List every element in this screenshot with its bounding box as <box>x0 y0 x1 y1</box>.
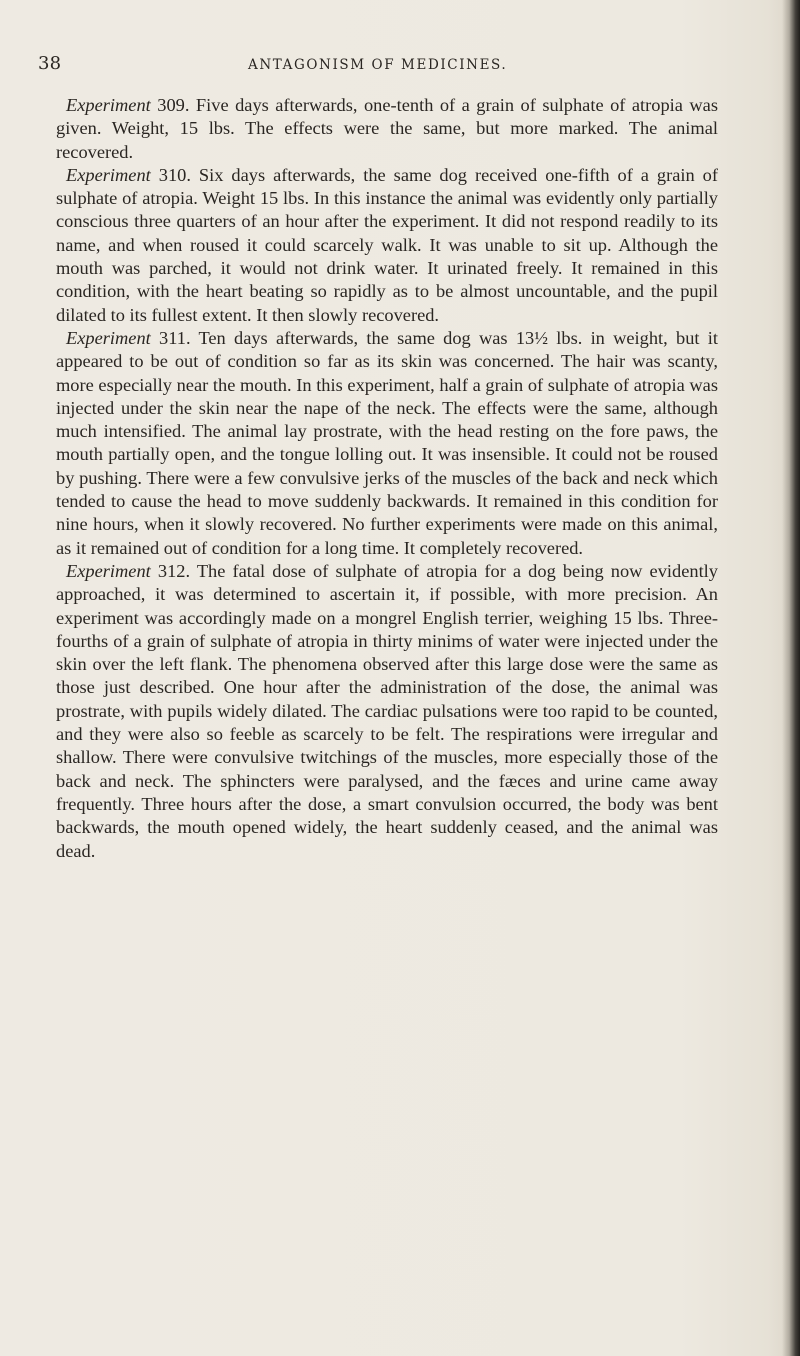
experiment-number: 309 <box>157 95 185 115</box>
paragraph-experiment-311 <box>56 327 718 560</box>
paragraph-experiment-309 <box>56 94 718 164</box>
running-head: ANTAGONISM OF MEDICINES. <box>248 57 508 73</box>
paragraph-experiment-312 <box>56 560 718 863</box>
paragraph-text: . Ten days afterwards, the same dog was 13½ lbs. in weight, but it appeared to be out of condition so far as its skin was concerned. The hair was scanty, more especially near the mouth. In this experiment, half a grain of sulphate of atropia was injected under the skin near the nape of the neck. The effects were the same, although much intensified. The animal lay prostrate, with the head resting on the fore paws, the mouth partially open, and the tongue lolling out. It was insensible. It could not be roused by pushing. There were a few convulsive jerks of the muscles of the back and neck which tended to cause the head to move suddenly backwards. It remained in this condition for nine hours, when it slowly recovered. No further experiments were made on this animal, as it remained out of condition for a long time. It completely recovered. <box>56 327 718 558</box>
page-binding-edge <box>782 0 800 1356</box>
experiment-number: 311 <box>159 327 186 348</box>
experiment-label: Experiment <box>66 95 151 115</box>
paragraph-text: . Five days afterwards, one-tenth of a grain of sulphate of atropia was given. Weight, 15 lbs. The effects were the same, but more marked. The animal recovered. <box>56 95 718 162</box>
paragraph-text: . Six days afterwards, the same dog received one-fifth of a grain of sulphate of atropia. Weight 15 lbs. In this instance the animal was evidently only partially conscious three quarters of an hour after the experiment. It did not respond readily to its name, and when roused it could scarcely walk. It was unable to sit up. Although the mouth was parched, it would not drink water. It urinated freely. It remained in this condition, with the heart beating so rapidly as to be almost uncountable, and the pupil dilated to its fullest extent. It then slowly recovered. <box>56 164 718 325</box>
body-text <box>56 94 718 863</box>
page-number: 38 <box>38 53 62 74</box>
paragraph-text: . The fatal dose of sulphate of atropia for a dog being now evidently approached, it was determined to ascertain it, if possible, with more precision. An experiment was accordingly made on a mongrel English terrier, weighing 15 lbs. Three-fourths of a grain of sulphate of atropia in thirty minims of water were injected under the skin over the left flank. The phenomena observed after this large dose were the same as those just described. One hour after the administration of the dose, the animal was prostrate, with pupils widely dilated. The cardiac pulsations were too rapid to be counted, and they were also so feeble as scarcely to be felt. The respirations were irregular and shallow. There were convulsive twitchings of the muscles, more especially those of the back and neck. The sphincters were paralysed, and the fæces and urine came away frequently. Three hours after the dose, a smart convulsion occurred, the body was bent backwards, the mouth opened widely, the heart suddenly ceased, and the animal was dead. <box>56 560 718 861</box>
experiment-label: Experiment <box>66 164 151 185</box>
experiment-label: Experiment <box>66 327 151 348</box>
experiment-number: 312 <box>157 560 186 581</box>
paragraph-experiment-310 <box>56 164 718 327</box>
experiment-label: Experiment <box>66 560 151 581</box>
experiment-number: 310 <box>158 164 187 185</box>
page-header <box>38 52 738 76</box>
